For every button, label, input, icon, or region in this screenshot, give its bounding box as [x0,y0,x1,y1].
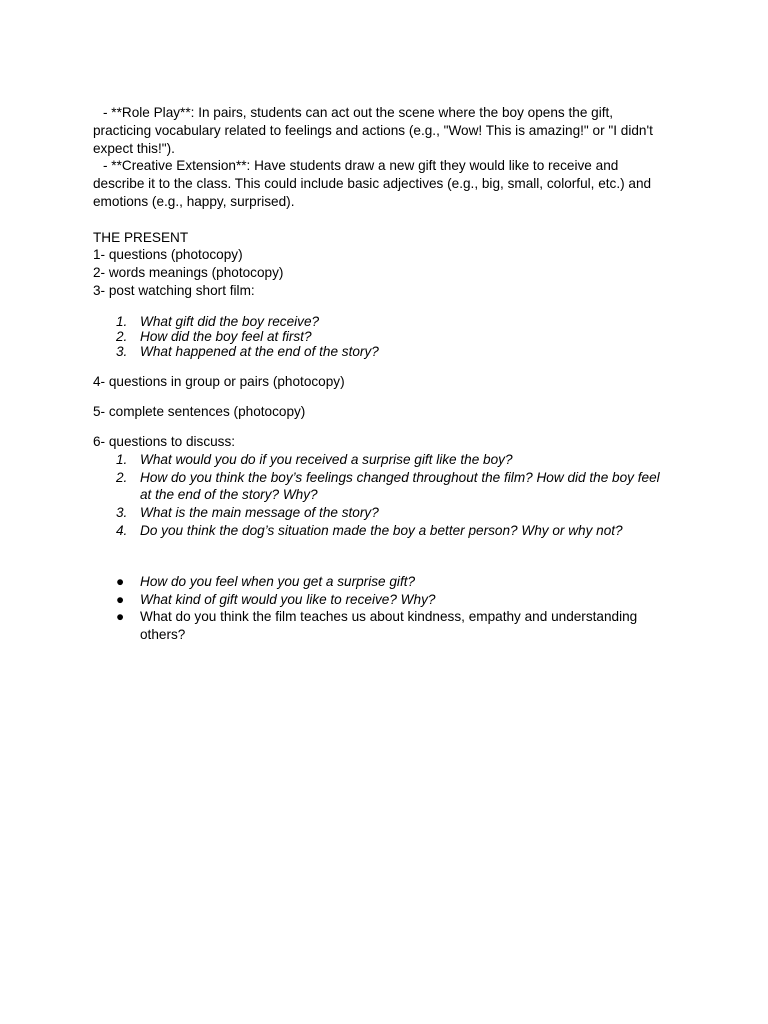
bullet-marker: ● [116,573,125,589]
question-text: What kind of gift would you like to receive? Why? [140,591,436,607]
creative-extension-paragraph: - **Creative Extension**: Have students draw a new gift they would like to receive and describe it to the class. This could include basic adjectives (e.g., big, small, colorful, etc.) and emotions (e.g., happy, surprised). [93,158,652,209]
list-marker: 3. [116,505,128,521]
post-watching-questions [93,314,668,360]
step-2: 2- words meanings (photocopy) [93,265,284,281]
list-item [93,329,668,344]
list-item [93,591,668,609]
step-4: 4- questions in group or pairs (photocopy) [93,374,345,390]
list-marker: 2. [116,469,128,485]
step-3: 3- post watching short film: [93,282,255,298]
step-5: 5- complete sentences (photocopy) [93,404,306,420]
question-text: Do you think the dog’s situation made the boy a better person? Why or why not? [140,522,623,538]
list-item [93,451,668,469]
list-item [93,573,668,591]
list-item [93,314,668,329]
question-text: How do you feel when you get a surprise gift? [140,573,416,589]
list-item [93,504,668,522]
blank-line [93,211,668,229]
bullet-marker: ● [116,609,125,625]
list-marker: 4. [116,522,128,538]
question-text: What would you do if you received a surprise gift like the boy? [140,451,513,467]
list-item [93,469,668,505]
question-text: How did the boy feel at first? [140,328,312,344]
step-1: 1- questions (photocopy) [93,247,243,263]
question-text: How do you think the boy’s feelings changed throughout the film? How did the boy feel at the end of the story? Why? [140,469,660,503]
list-item [93,522,668,540]
question-text: What gift did the boy receive? [140,313,320,329]
list-marker: 1. [116,313,128,329]
document-body [93,104,668,644]
list-item [93,344,668,359]
role-play-paragraph: - **Role Play**: In pairs, students can act out the scene where the boy opens the gift, practicing vocabulary related to feelings and actions (e.g., "Wow! This is amazing!" or "I didn't expect this!"). [93,105,653,156]
bullet-questions [93,573,668,644]
bullet-marker: ● [116,591,125,607]
question-text: What is the main message of the story? [140,505,379,521]
discussion-questions [93,451,668,540]
question-text: What happened at the end of the story? [140,344,379,360]
list-marker: 2. [116,328,128,344]
section-title: THE PRESENT [93,229,189,245]
list-item [93,608,668,644]
list-marker: 1. [116,451,128,467]
blank-space [93,540,668,573]
question-text: What do you think the film teaches us about kindness, empathy and understanding others? [140,609,638,643]
list-marker: 3. [116,344,128,360]
step-6: 6- questions to discuss: [93,433,236,449]
